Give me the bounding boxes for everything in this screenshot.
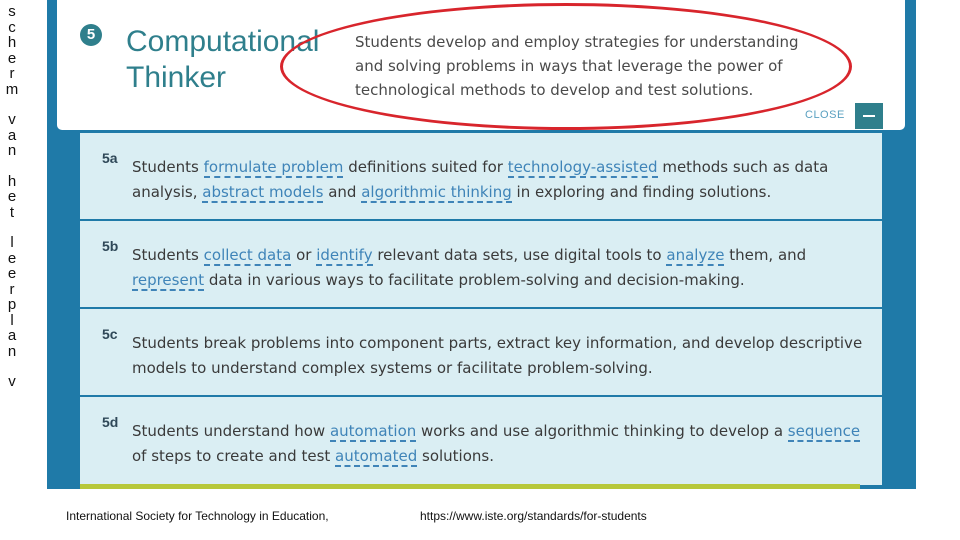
standard-title: Computational Thinker [126,25,320,94]
indicator-label: 5a [102,150,118,166]
indicator-list [80,133,882,487]
side-word-3: h e t [7,172,17,221]
indicator-text-segment: Students understand how [132,422,330,440]
indicator-label: 5b [102,238,119,254]
indicator-text [132,243,872,293]
indicator-text-segment: and [323,183,362,201]
indicator-text-segment: definitions suited for [343,158,508,176]
indicator-text-segment: Students break problems into component parts, extract key information, and develop descriptive models to understand complex systems or facilitate problem-solving. [132,334,863,377]
indicator-text-segment: Students [132,158,204,176]
standard-description: Students develop and employ strategies for understanding and solving problems in ways that leverage the power of technological methods to develop and test solutions. [355,33,799,99]
indicator-item [80,309,882,395]
highlight-ellipse [280,3,852,130]
side-word-1: s c h e r m [5,3,19,98]
indicator-text [132,331,872,381]
standard-number-badge: 5 [80,24,102,46]
glossary-link[interactable]: collect data [203,246,292,264]
side-word-2: v a n [7,111,17,159]
side-word-5: v [8,373,16,390]
close-label[interactable]: CLOSE [805,109,845,121]
indicator-label: 5d [102,414,119,430]
indicator-text-segment: methods such as data analysis, [132,158,829,201]
indicator-text-segment: solutions. [417,447,494,465]
indicator-text-segment: them, and [724,246,807,264]
indicator-text [132,155,872,205]
indicator-label: 5c [102,326,118,342]
collapse-button[interactable] [855,103,883,129]
indicator-text-segment: in exploring and finding solutions. [511,183,772,201]
indicator-text-segment: Students [132,246,204,264]
indicator-text-segment: relevant data sets, use digital tools to [372,246,667,264]
glossary-link[interactable]: analyze [666,246,725,264]
footer-url[interactable]: https://www.iste.org/standards/for-students [420,509,647,523]
indicator-text-segment: of steps to create and test [132,447,336,465]
indicator-item [80,397,882,485]
glossary-link[interactable]: abstract models [202,183,324,201]
indicator-item [80,133,882,219]
footer-source: International Society for Technology in Education, [66,509,329,523]
glossary-link[interactable]: automation [329,422,417,440]
bottom-accent-bar [80,484,860,489]
vertical-side-text [5,4,19,390]
glossary-link[interactable]: sequence [787,422,861,440]
side-word-4: l e e r p l a n [7,234,17,360]
glossary-link[interactable]: automated [335,447,418,465]
glossary-link[interactable]: algorithmic thinking [361,183,512,201]
glossary-link[interactable]: identify [316,246,373,264]
glossary-link[interactable]: formulate problem [203,158,344,176]
glossary-link[interactable]: represent [132,271,205,289]
indicator-text-segment: or [291,246,317,264]
indicator-text-segment: works and use algorithmic thinking to develop a [416,422,788,440]
indicator-item [80,221,882,307]
indicator-text [132,419,872,469]
glossary-link[interactable]: technology-assisted [507,158,658,176]
indicator-text-segment: data in various ways to facilitate problem-solving and decision-making. [204,271,745,289]
